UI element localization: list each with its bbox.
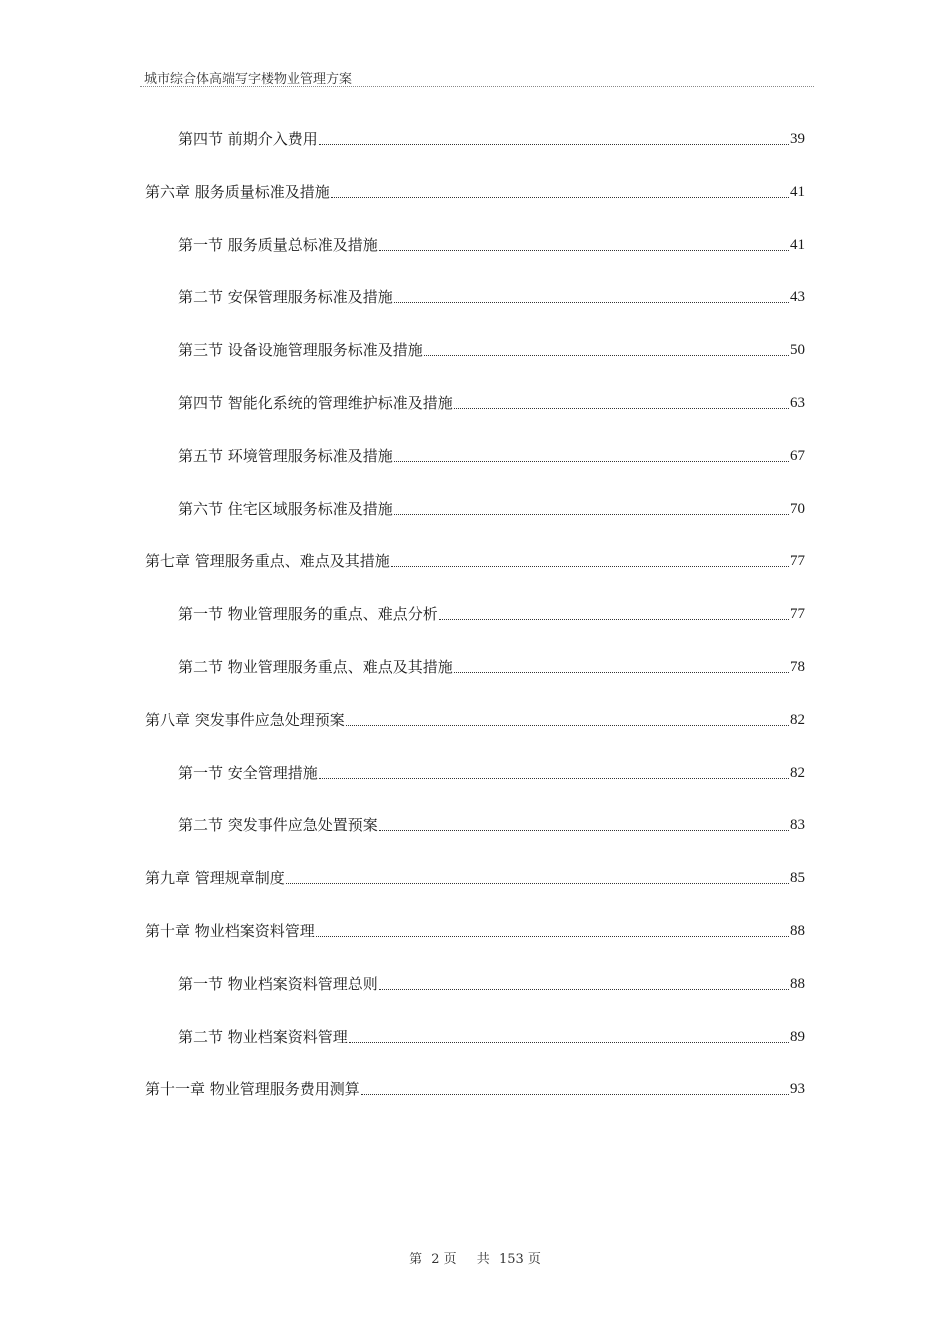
- toc-entry-title: 第一节 物业档案资料管理总则: [178, 974, 378, 993]
- toc-entry-page-number: 82: [790, 764, 805, 781]
- toc-entry-title: 第八章 突发事件应急处理预案: [145, 710, 345, 729]
- toc-section-entry[interactable]: [178, 283, 805, 307]
- toc-entry-title: 第六节 住宅区域服务标准及措施: [178, 499, 393, 518]
- toc-dot-leader: [286, 883, 789, 884]
- toc-chapter-entry[interactable]: [145, 864, 805, 888]
- toc-chapter-entry[interactable]: [145, 178, 805, 202]
- toc-entry-title: 第六章 服务质量标准及措施: [145, 182, 330, 201]
- toc-dot-leader: [379, 830, 789, 831]
- toc-dot-leader: [379, 250, 789, 251]
- toc-dot-leader: [346, 725, 789, 726]
- toc-entry-title: 第二节 物业管理服务重点、难点及其措施: [178, 658, 453, 676]
- toc-entry-page-number: 77: [790, 553, 805, 570]
- toc-entry-page-number: 85: [790, 870, 805, 887]
- toc-entry-page-number: 39: [790, 131, 805, 147]
- toc-dot-leader: [331, 197, 789, 198]
- toc-section-entry[interactable]: [178, 1023, 805, 1047]
- header-title: 城市综合体高端写字楼物业管理方案: [144, 72, 353, 87]
- toc-chapter-entry[interactable]: [145, 1075, 805, 1099]
- toc-section-entry[interactable]: [178, 442, 805, 466]
- toc-dot-leader: [391, 566, 789, 567]
- toc-dot-leader: [361, 1094, 789, 1095]
- toc-entry-title: 第一节 安全管理措施: [178, 763, 318, 782]
- toc-entry-title: 第十一章 物业管理服务费用测算: [145, 1080, 360, 1099]
- footer-page-suffix: 页: [443, 1252, 457, 1267]
- toc-dot-leader: [319, 778, 789, 779]
- toc-entry-page-number: 41: [790, 183, 805, 200]
- page-footer: [0, 1248, 950, 1267]
- toc-entry-title: 第十章 物业档案资料管理: [145, 922, 315, 940]
- toc-entry-page-number: 83: [790, 817, 805, 834]
- toc-entry-title: 第一节 物业管理服务的重点、难点分析: [178, 605, 438, 624]
- footer-total-suffix: 页: [527, 1252, 541, 1267]
- toc-entry-page-number: 70: [790, 500, 805, 517]
- toc-entry-title: 第二节 安保管理服务标准及措施: [178, 288, 393, 307]
- toc-section-entry[interactable]: [178, 970, 805, 994]
- toc-entry-title: 第七章 管理服务重点、难点及其措施: [145, 552, 390, 571]
- toc-dot-leader: [454, 408, 789, 409]
- toc-entry-page-number: 78: [790, 659, 805, 675]
- toc-dot-leader: [454, 672, 789, 673]
- toc-entry-title: 第二节 物业档案资料管理: [178, 1027, 348, 1046]
- toc-dot-leader: [394, 461, 789, 462]
- toc-dot-leader: [349, 1042, 789, 1043]
- toc-dot-leader: [316, 936, 789, 937]
- toc-section-entry[interactable]: [178, 495, 805, 519]
- footer-total-pages: 153: [498, 1252, 524, 1267]
- footer-total-prefix: 共: [476, 1252, 490, 1267]
- toc-dot-leader: [439, 619, 789, 620]
- toc-entry-page-number: 88: [790, 975, 805, 992]
- toc-entry-page-number: 43: [790, 289, 805, 306]
- toc-section-entry[interactable]: [178, 336, 805, 360]
- toc-entry-title: 第九章 管理规章制度: [145, 869, 285, 888]
- toc-entry-page-number: 50: [790, 342, 805, 359]
- toc-dot-leader: [424, 355, 789, 356]
- toc-entry-title: 第五节 环境管理服务标准及措施: [178, 446, 393, 465]
- toc-entry-page-number: 63: [790, 395, 805, 411]
- footer-page-number: 2: [431, 1252, 440, 1267]
- toc-entry-title: 第二节 突发事件应急处置预案: [178, 816, 378, 835]
- toc-dot-leader: [319, 144, 789, 145]
- footer-page-prefix: 第: [409, 1252, 423, 1267]
- toc-section-entry[interactable]: [178, 759, 805, 783]
- toc-chapter-entry[interactable]: [145, 917, 805, 941]
- toc-dot-leader: [379, 989, 789, 990]
- toc-entry-page-number: 41: [790, 236, 805, 253]
- toc-chapter-entry[interactable]: [145, 547, 805, 571]
- toc-section-entry[interactable]: [178, 125, 805, 149]
- toc-entry-page-number: 93: [790, 1081, 805, 1098]
- toc-section-entry[interactable]: [178, 231, 805, 255]
- toc-dot-leader: [394, 514, 789, 515]
- toc-chapter-entry[interactable]: [145, 706, 805, 730]
- toc-dot-leader: [394, 302, 789, 303]
- toc-entry-title: 第四节 前期介入费用: [178, 130, 318, 148]
- toc-entry-title: 第一节 服务质量总标准及措施: [178, 235, 378, 254]
- toc-entry-title: 第四节 智能化系统的管理维护标准及措施: [178, 394, 453, 412]
- toc-entry-title: 第三节 设备设施管理服务标准及措施: [178, 341, 423, 360]
- toc-entry-page-number: 88: [790, 923, 805, 939]
- toc-entry-page-number: 82: [790, 711, 805, 728]
- toc-section-entry[interactable]: [178, 653, 805, 677]
- toc-entry-page-number: 89: [790, 1028, 805, 1045]
- toc-section-entry[interactable]: [178, 389, 805, 413]
- toc-entry-page-number: 67: [790, 447, 805, 464]
- toc-entry-page-number: 77: [790, 606, 805, 623]
- toc-section-entry[interactable]: [178, 600, 805, 624]
- toc-section-entry[interactable]: [178, 811, 805, 835]
